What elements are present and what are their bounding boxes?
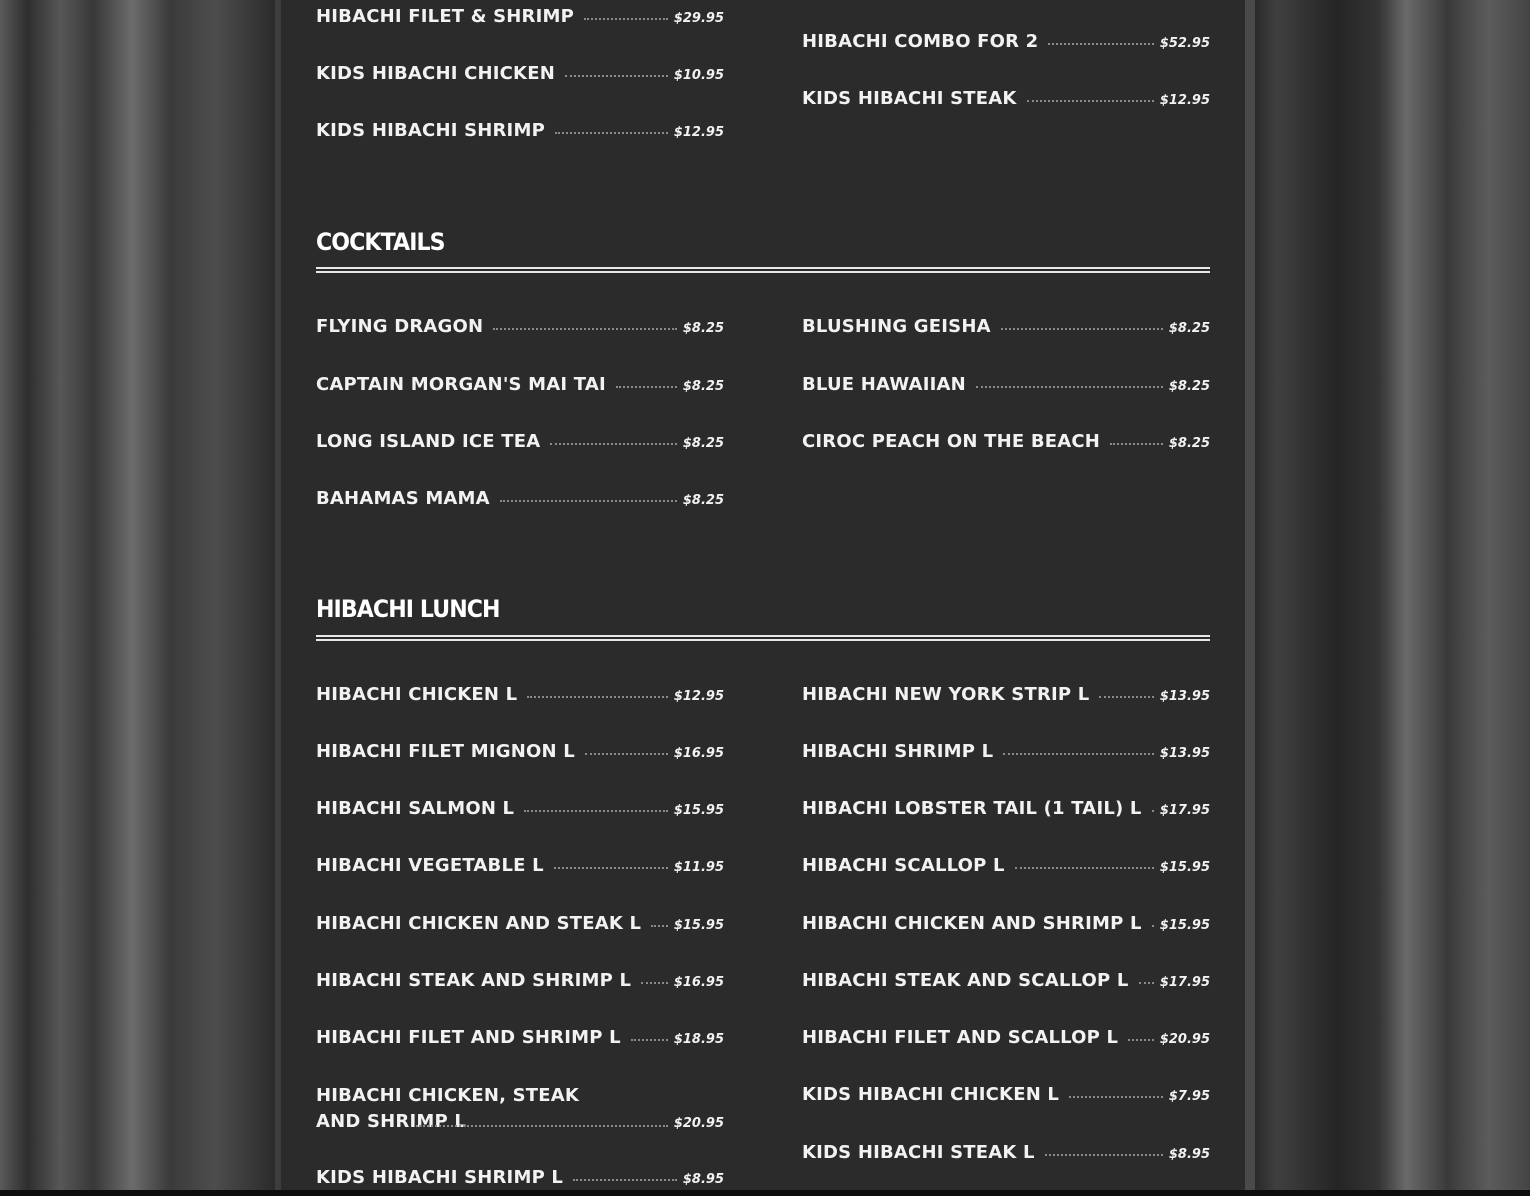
dot-leader (585, 753, 668, 755)
dot-leader (1003, 753, 1154, 755)
menu-item-name: HIBACHI STEAK AND SHRIMP L (316, 970, 632, 991)
menu-item (802, 741, 1210, 762)
dot-leader (1045, 1154, 1163, 1156)
menu-item (802, 431, 1210, 452)
dot-leader (1015, 867, 1154, 869)
menu-item-price: $18.95 (673, 1032, 724, 1047)
dot-leader (1001, 328, 1163, 330)
menu-item-price: $20.95 (673, 1116, 724, 1131)
menu-item-name: HIBACHI CHICKEN L (316, 684, 518, 705)
menu-item-name: HIBACHI FILET AND SCALLOP L (802, 1027, 1119, 1048)
bottom-edge-bar (0, 1190, 1530, 1196)
dot-leader (651, 925, 668, 927)
menu-item-price: $15.95 (673, 918, 724, 933)
dot-leader (555, 132, 668, 134)
menu-item-name: HIBACHI VEGETABLE L (316, 855, 544, 876)
menu-item-name: HIBACHI COMBO FOR 2 (802, 31, 1039, 52)
menu-item-price: $7.95 (1168, 1089, 1210, 1104)
menu-item-name: KIDS HIBACHI SHRIMP (316, 120, 545, 141)
section-title-cocktails: COCKTAILS (316, 228, 445, 256)
menu-item-name: KIDS HIBACHI SHRIMP L (316, 1167, 564, 1188)
section-divider (316, 635, 1210, 641)
menu-item-price: $8.25 (682, 379, 724, 394)
menu-item-name: FLYING DRAGON (316, 316, 484, 337)
dot-leader (631, 1039, 668, 1041)
menu-item (316, 6, 724, 27)
menu-item-price: $8.25 (682, 321, 724, 336)
menu-item-price: $17.95 (1159, 975, 1210, 990)
menu-item-price: $29.95 (673, 11, 724, 26)
menu-item (802, 970, 1210, 991)
menu-item (802, 1027, 1210, 1048)
menu-item-name: KIDS HIBACHI CHICKEN (316, 63, 555, 84)
menu-item-name: HIBACHI LOBSTER TAIL (1 TAIL) L (802, 798, 1142, 819)
dot-leader (416, 1125, 668, 1127)
dot-leader (1128, 1039, 1154, 1041)
dot-leader (641, 982, 668, 984)
menu-item-price: $8.95 (1168, 1147, 1210, 1162)
menu-item-name: KIDS HIBACHI CHICKEN L (802, 1084, 1060, 1105)
menu-item-price: $15.95 (1159, 860, 1210, 875)
menu-item-price: $17.95 (1159, 803, 1210, 818)
menu-item (802, 31, 1210, 52)
menu-item (316, 120, 724, 141)
dot-leader (493, 328, 677, 330)
menu-item-name: HIBACHI FILET MIGNON L (316, 741, 575, 762)
menu-item (802, 855, 1210, 876)
menu-item-price: $15.95 (1159, 918, 1210, 933)
menu-item-name: CIROC PEACH ON THE BEACH (802, 431, 1101, 452)
section-title-hibachi-lunch: HIBACHI LUNCH (316, 595, 500, 623)
menu-item-name: HIBACHI STEAK AND SCALLOP L (802, 970, 1129, 991)
menu-item (316, 1027, 724, 1048)
menu-item-price: $8.95 (682, 1172, 724, 1187)
menu-item (316, 684, 724, 705)
dot-leader (1048, 43, 1153, 45)
menu-item-name: HIBACHI FILET & SHRIMP (316, 6, 575, 27)
menu-item-name: HIBACHI SALMON L (316, 798, 515, 819)
menu-item (316, 741, 724, 762)
menu-item (802, 1142, 1210, 1163)
menu-item (316, 63, 724, 84)
menu-item (802, 316, 1210, 337)
curtain-background-right (1255, 0, 1530, 1196)
menu-item-name: CAPTAIN MORGAN'S MAI TAI (316, 374, 606, 395)
menu-item-price: $11.95 (673, 860, 724, 875)
dot-leader (1139, 982, 1154, 984)
dot-leader (524, 810, 668, 812)
dot-leader (573, 1179, 677, 1181)
menu-item-price: $8.25 (1168, 379, 1210, 394)
menu-item-price: $20.95 (1159, 1032, 1210, 1047)
menu-item-name: HIBACHI CHICKEN, STEAK AND SHRIMP L (316, 1085, 580, 1132)
dot-leader (1152, 810, 1154, 812)
menu-item-price: $8.25 (682, 493, 724, 508)
menu-item-name: HIBACHI FILET AND SHRIMP L (316, 1027, 621, 1048)
menu-item (802, 684, 1210, 705)
menu-item (316, 316, 724, 337)
dot-leader (1152, 925, 1154, 927)
menu-item-name: HIBACHI CHICKEN AND SHRIMP L (802, 913, 1142, 934)
menu-item-name: KIDS HIBACHI STEAK (802, 88, 1017, 109)
menu-item (316, 374, 724, 395)
menu-item-price: $8.25 (1168, 321, 1210, 336)
menu-item-name: HIBACHI CHICKEN AND STEAK L (316, 913, 642, 934)
menu-item (316, 1167, 724, 1188)
dot-leader (554, 867, 668, 869)
menu-item-price: $16.95 (673, 746, 724, 761)
menu-item-name: HIBACHI NEW YORK STRIP L (802, 684, 1090, 705)
dot-leader (976, 386, 1163, 388)
dot-leader (1027, 100, 1154, 102)
menu-item-price: $13.95 (1159, 689, 1210, 704)
section-divider (316, 267, 1210, 273)
menu-item-price: $13.95 (1159, 746, 1210, 761)
dot-leader (1099, 696, 1153, 698)
menu-item (316, 1083, 724, 1135)
menu-item-price: $12.95 (673, 689, 724, 704)
menu-item-price: $10.95 (673, 68, 724, 83)
menu-item-price: $16.95 (673, 975, 724, 990)
menu-item (802, 374, 1210, 395)
menu-item-price: $12.95 (1159, 93, 1210, 108)
menu-item-price: $12.95 (673, 125, 724, 140)
menu-item (802, 913, 1210, 934)
menu-item-name: BAHAMAS MAMA (316, 488, 490, 509)
menu-item-name: LONG ISLAND ICE TEA (316, 431, 541, 452)
dot-leader (500, 500, 677, 502)
menu-item (316, 798, 724, 819)
menu-item-name: HIBACHI SHRIMP L (802, 741, 994, 762)
menu-item-price: $52.95 (1159, 36, 1210, 51)
menu-item-price: $8.25 (1168, 436, 1210, 451)
curtain-background-left (0, 0, 275, 1196)
dot-leader (584, 18, 668, 20)
dot-leader (550, 443, 677, 445)
menu-item (316, 488, 724, 509)
menu-item-price: $8.25 (682, 436, 724, 451)
dot-leader (527, 696, 668, 698)
menu-item-price: $15.95 (673, 803, 724, 818)
menu-item (316, 431, 724, 452)
menu-item-name: HIBACHI SCALLOP L (802, 855, 1005, 876)
menu-item (316, 855, 724, 876)
menu-item-name: BLUSHING GEISHA (802, 316, 991, 337)
dot-leader (1069, 1096, 1163, 1098)
menu-item-name: BLUE HAWAIIAN (802, 374, 966, 395)
dot-leader (1110, 443, 1163, 445)
dot-leader (565, 75, 668, 77)
menu-item (316, 913, 724, 934)
menu-item-name: KIDS HIBACHI STEAK L (802, 1142, 1035, 1163)
menu-item (802, 798, 1210, 819)
menu-item (316, 970, 724, 991)
menu-item (802, 88, 1210, 109)
menu-item (802, 1084, 1210, 1105)
dot-leader (616, 386, 677, 388)
